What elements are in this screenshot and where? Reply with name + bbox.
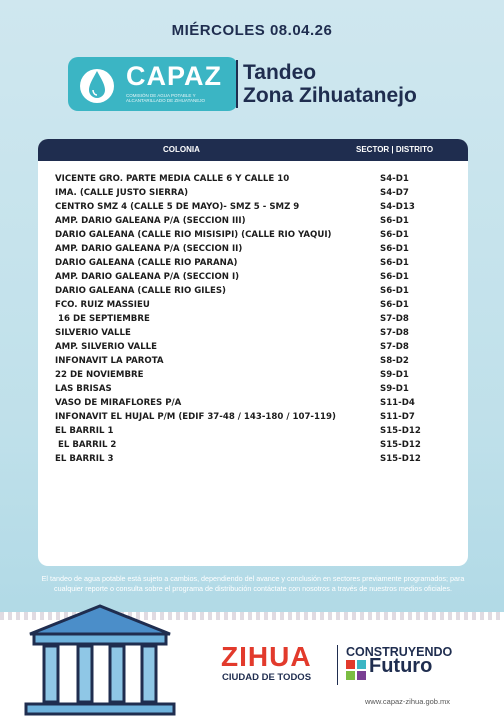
colonia-cell: AMP. SILVERIO VALLE [55,342,158,352]
sector-cell: S4-D7 [380,188,409,198]
sector-cell: S6-D1 [380,230,409,240]
table-row [38,438,468,452]
colonia-cell: EL BARRIL 2 [55,440,117,450]
schedule-table [38,139,468,566]
table-row [38,312,468,326]
table-rows [38,172,468,466]
table-row [38,284,468,298]
date-heading: MIÉRCOLES 08.04.26 [171,22,333,39]
table-row [38,172,468,186]
sector-cell: S11-D4 [380,398,415,408]
colonia-cell: LAS BRISAS [55,384,112,394]
colored-squares-icon [346,660,366,680]
colonia-cell: AMP. DARIO GALEANA P/A (SECCION II) [55,244,243,254]
disclaimer-note: El tandeo de agua potable está sujeto a cambios, dependiendo del avance y conclusión en sectores previamente programados; para cualquier reporte o consulta sobre el programa de distribución contáctate con nosotros a través de nuestros medios oficiales. [41,574,465,593]
sector-cell: S6-D1 [380,258,409,268]
table-row [38,424,468,438]
colonia-cell: 22 DE NOVIEMBRE [55,370,144,380]
sector-cell: S4-D1 [380,174,409,184]
colonia-cell: EL BARRIL 3 [55,454,114,464]
colonia-cell: DARIO GALEANA (CALLE RIO PARANA) [55,258,238,268]
sector-cell: S9-D1 [380,384,409,394]
column-header-colonia: COLONIA [163,145,200,154]
colonia-cell: AMP. DARIO GALEANA P/A (SECCION I) [55,272,240,282]
table-row [38,186,468,200]
sector-cell: S6-D1 [380,216,409,226]
footer-divider [337,645,338,685]
colonia-cell: DARIO GALEANA (CALLE RIO GILES) [55,286,226,296]
page-title [243,61,417,107]
sector-cell: S6-D1 [380,286,409,296]
table-row [38,368,468,382]
sector-cell: S15-D12 [380,440,421,450]
table-row [38,340,468,354]
table-row [38,382,468,396]
table-row [38,242,468,256]
title-line-2: Zona Zihuatanejo [243,84,417,107]
logo-subtitle: COMISIÓN DE AGUA POTABLE Y ALCANTARILLADO DE ZIHUATANEJO [126,93,206,103]
colonia-cell: AMP. DARIO GALEANA P/A (SECCION III) [55,216,246,226]
sector-cell: S15-D12 [380,426,421,436]
sector-cell: S15-D12 [380,454,421,464]
capaz-logo [68,57,238,111]
table-row [38,214,468,228]
colonia-cell: IMA. (CALLE JUSTO SIERRA) [55,188,189,198]
zihua-logo-text: ZIHUA [221,641,312,672]
sector-cell: S7-D8 [380,314,409,324]
government-building-icon [0,600,200,720]
colonia-cell: CENTRO SMZ 4 (CALLE 5 DE MAYO)- SMZ 5 - SMZ 9 [55,202,300,212]
water-drop-icon [78,63,116,105]
colonia-cell: INFONAVIT LA PAROTA [55,356,164,366]
futuro-text: Futuro [369,655,433,677]
table-row [38,354,468,368]
table-row [38,256,468,270]
table-row [38,452,468,466]
table-header [38,139,468,161]
table-row [38,270,468,284]
title-line-1: Tandeo [243,61,317,84]
colonia-cell: VICENTE GRO. PARTE MEDIA CALLE 6 Y CALLE 10 [55,174,290,184]
logo-brand: CAPAZ [126,61,222,91]
table-row [38,200,468,214]
colonia-cell: FCO. RUIZ MASSIEU [55,300,150,310]
colonia-cell: INFONAVIT EL HUJAL P/M (EDIF 37-48 / 143-180 / 107-119) [55,412,336,422]
sector-cell: S6-D1 [380,244,409,254]
colonia-cell: DARIO GALEANA (CALLE RIO MISISIPI) (CALLE RIO YAQUI) [55,230,332,240]
ciudad-de-todos-text: CIUDAD DE TODOS [222,672,312,683]
sector-cell: S6-D1 [380,272,409,282]
colonia-cell: SILVERIO VALLE [55,328,131,338]
sector-cell: S11-D7 [380,412,415,422]
title-divider [236,60,238,108]
sector-cell: S7-D8 [380,342,409,352]
construyendo-text: CONSTRUYENDO [346,645,453,659]
colonia-cell: EL BARRIL 1 [55,426,114,436]
table-row [38,298,468,312]
table-row [38,228,468,242]
sector-cell: S9-D1 [380,370,409,380]
sector-cell: S6-D1 [380,300,409,310]
sector-cell: S8-D2 [380,356,409,366]
colonia-cell: 16 DE SEPTIEMBRE [55,314,150,324]
table-row [38,396,468,410]
table-row [38,326,468,340]
table-row [38,410,468,424]
colonia-cell: VASO DE MIRAFLORES P/A [55,398,182,408]
sector-cell: S4-D13 [380,202,415,212]
website-link[interactable]: www.capaz-zihua.gob.mx [365,697,451,706]
column-header-sector: SECTOR | DISTRITO [356,145,434,154]
sector-cell: S7-D8 [380,328,409,338]
